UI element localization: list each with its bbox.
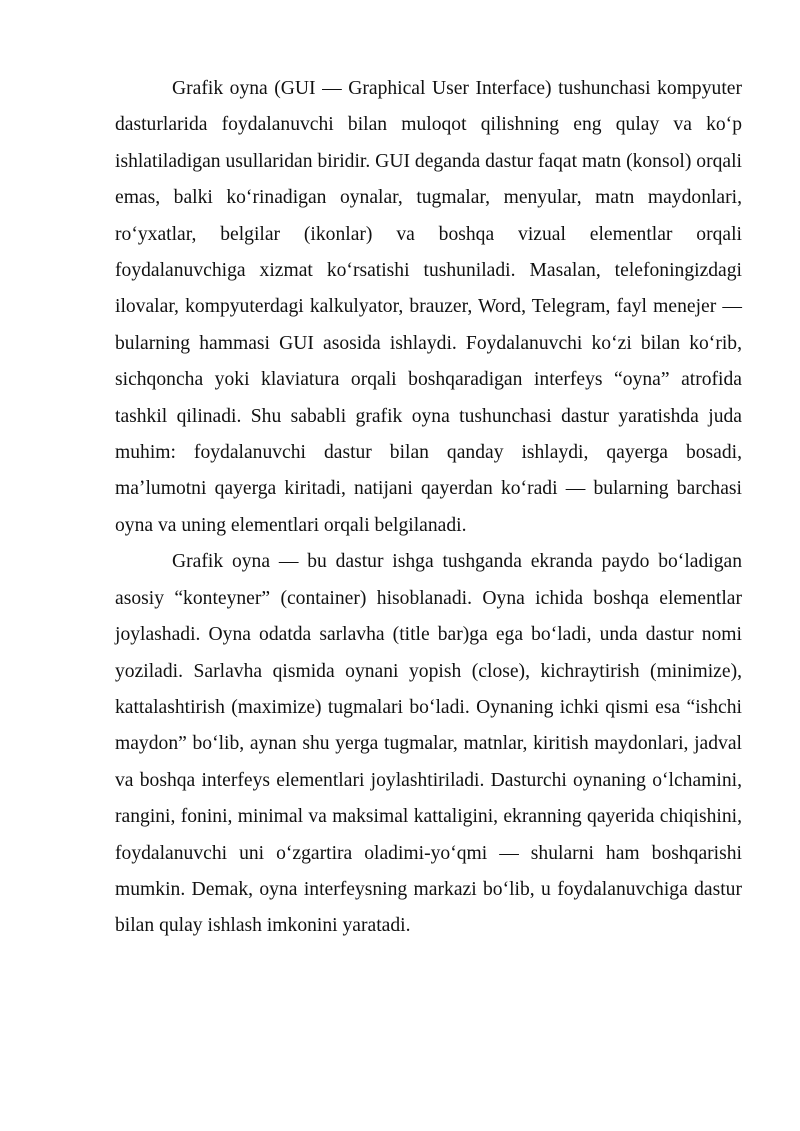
- document-body: [115, 71, 742, 945]
- paragraph-window-container: Grafik oyna — bu dastur ishga tushganda ekranda paydo boʻladigan asosiy “konteyner” (container) hisoblanadi. Oyna ichida boshqa elementlar joylashadi. Oyna odatda sarlavha (title bar)ga ega boʻladi, unda dastur nomi yoziladi. Sarlavha qismida oynani yopish (close), kichraytirish (minimize), kattalashtirish (maximize) tugmalari boʻladi. Oynaning ichki qismi esa “ishchi maydon” boʻlib, aynan shu yerga tugmalar, matnlar, kiritish maydonlari, jadval va boshqa interfeys elementlari joylashtiriladi. Dasturchi oynaning oʻlchamini, rangini, fonini, minimal va maksimal kattaligini, ekranning qayerida chiqishini, foydalanuvchi uni oʻzgartira oladimi-yoʻqmi — shularni ham boshqarishi mumkin. Demak, oyna interfeysning markazi boʻlib, u foydalanuvchiga dastur bilan qulay ishlash imkonini yaratadi.: [115, 551, 742, 937]
- paragraph-gui-definition: Grafik oyna (GUI — Graphical User Interface) tushunchasi kompyuter dasturlarida foydalanuvchi bilan muloqot qilishning eng qulay va koʻp ishlatiladigan usullaridan biridir. GUI deganda dastur faqat matn (konsol) orqali emas, balki koʻrinadigan oynalar, tugmalar, menyular, matn maydonlari, roʻyxatlar, belgilar (ikonlar) va boshqa vizual elementlar orqali foydalanuvchiga xizmat koʻrsatishi tushuniladi. Masalan, telefoningizdagi ilovalar, kompyuterdagi kalkulyator, brauzer, Word, Telegram, fayl menejer — bularning hammasi GUI asosida ishlaydi. Foydalanuvchi koʻzi bilan koʻrib, sichqoncha yoki klaviatura orqali boshqaradigan interfeys “oyna” atrofida tashkil qilinadi. Shu sababli grafik oyna tushunchasi dastur yaratishda juda muhim: foydalanuvchi dastur bilan qanday ishlaydi, qayerga bosadi, maʼlumotni qayerga kiritadi, natijani qayerdan koʻradi — bularning barchasi oyna va uning elementlari orqali belgilanadi.: [115, 78, 742, 536]
